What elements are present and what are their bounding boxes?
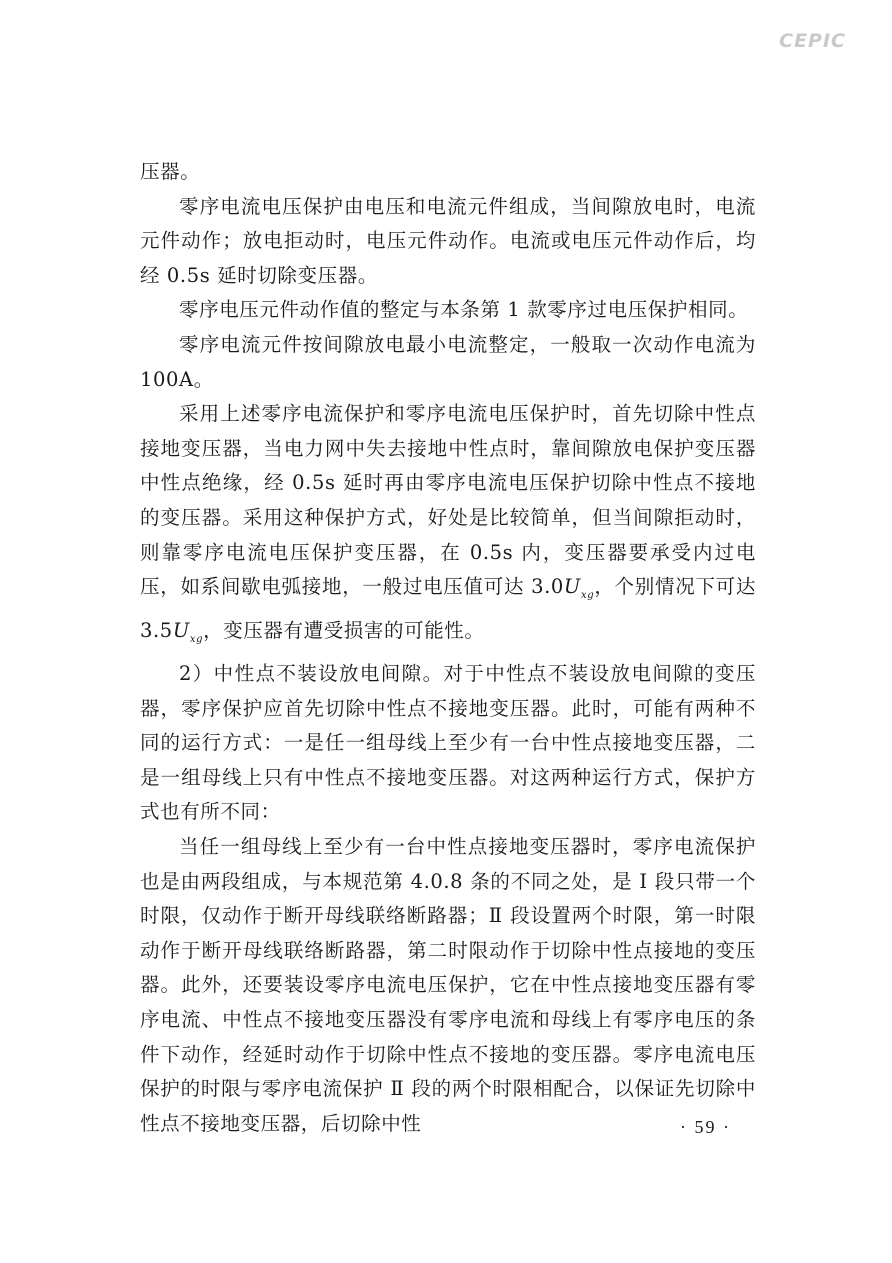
voltage-symbol: $U_{xg}$ bbox=[172, 618, 204, 645]
paragraph-text: 采用上述零序电流保护和零序电流电压保护时，首先切除中性点接地变压器，当电力网中失去接地中性点时，靠间隙放电保护变压器中性点绝缘，经 0.5s 延时再由零序电流电压保护切除中性点不接地的变压器。采用这种保护方式，好处是比较简单，但当间隙拒动时，则靠零序电流电压保护变压器，在 0.5s 内，变压器要承受内过电压，如系间歇电弧接地，一般过电压值可达 3.0 bbox=[140, 402, 756, 599]
paragraph-continuation: 压器。 bbox=[140, 160, 201, 183]
voltage-symbol: $U_{xg}$ bbox=[563, 575, 595, 602]
paragraph: 零序电流元件按间隙放电最小电流整定，一般取一次动作电流为 100A。 bbox=[140, 332, 756, 391]
page-number: · 59 · bbox=[680, 1117, 731, 1137]
paragraph: 当任一组母线上至少有一台中性点接地变压器时，零序电流保护也是由两段组成，与本规范第 4.0.8 条的不同之处，是 Ⅰ 段只带一个时限，仅动作于断开母线联络断路器；Ⅱ 段设置两个时限，第一时限动作于断开母线联络断路器，第二时限动作于切除中性点接地的变压器。此外，还要装设零序电流电压保护，它在中性点接地变压器有零序电流、中性点不接地变压器没有零序电流和母线上有零序电压的条件下动作，经延时动作于切除中性点不接地的变压器。零序电流电压保护的时限与零序电流保护 Ⅱ 段的两个时限相配合，以保证先切除中性点不接地变压器，后切除中性 bbox=[140, 835, 756, 1135]
paragraph: 2）中性点不装设放电间隙。对于中性点不装设放电间隙的变压器，零序保护应首先切除中性点不接地变压器。此时，可能有两种不同的运行方式：一是任一组母线上至少有一台中性点接地变压器，二是一组母线上只有中性点不接地变压器。对这两种运行方式，保护方式也有所不同： bbox=[140, 662, 756, 824]
paragraph: 零序电流电压保护由电压和电流元件组成，当间隙放电时，电流元件动作；放电拒动时，电压元件动作。电流或电压元件动作后，均经 0.5s 延时切除变压器。 bbox=[140, 194, 756, 287]
paragraph: 零序电压元件动作值的整定与本条第 1 款零序过电压保护相同。 bbox=[179, 298, 749, 322]
paragraph-text: ，个别情况下可达 3.5 bbox=[140, 575, 756, 642]
page-body bbox=[140, 155, 756, 1141]
paragraph bbox=[140, 397, 756, 657]
publisher-logo: CEPIC bbox=[779, 30, 846, 52]
paragraph-text: ，变压器有遭受损害的可能性。 bbox=[203, 618, 485, 642]
